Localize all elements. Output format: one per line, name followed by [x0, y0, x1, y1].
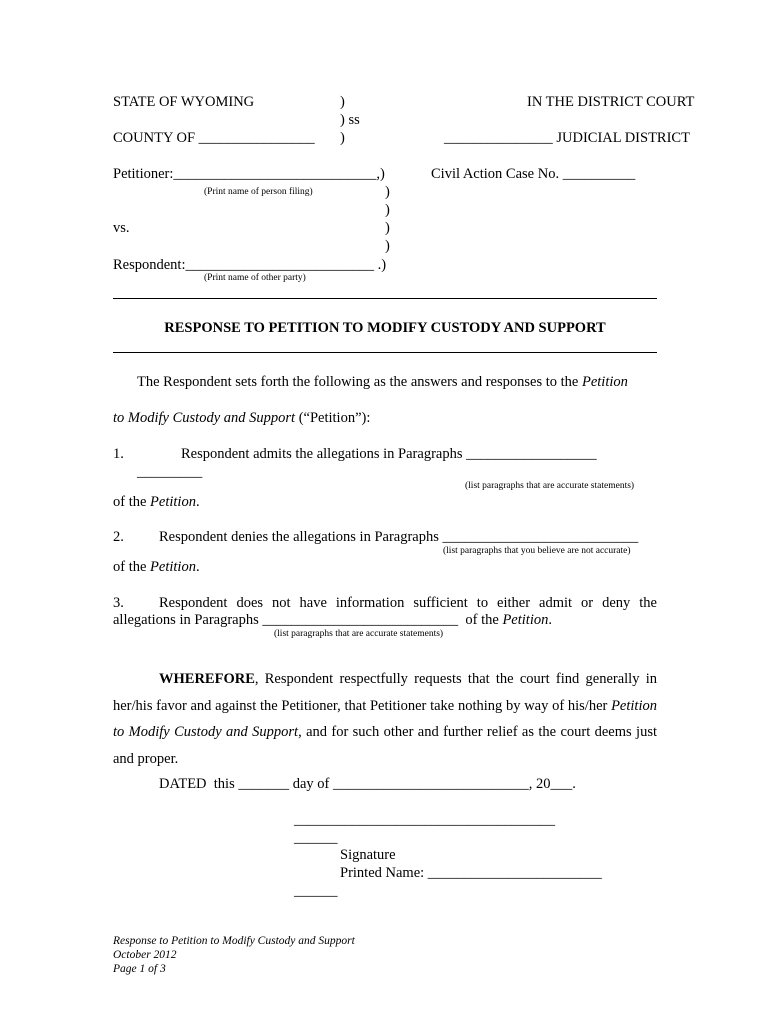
caption-paren: ): [340, 130, 345, 146]
divider-rule: [113, 352, 657, 353]
petitioner-line: Petitioner:____________________________,): [113, 166, 385, 182]
caption-ss: ) ss: [340, 112, 360, 128]
caption-paren: ): [385, 184, 390, 200]
divider-rule: [113, 298, 657, 299]
item-number: 3.: [113, 595, 124, 611]
item-1-text: Respondent admits the allegations in Paragraphs __________________: [181, 446, 597, 462]
item-3-hint: (list paragraphs that are accurate statements): [274, 629, 444, 639]
caption-paren: ): [385, 202, 390, 218]
caption-paren: ): [385, 238, 390, 254]
item-3-line-2: allegations in Paragraphs ___________________________ of the Petition.: [113, 612, 552, 628]
document-title: RESPONSE TO PETITION TO MODIFY CUSTODY AND SUPPORT: [164, 320, 606, 336]
item-1-continuation: _________: [137, 464, 203, 480]
versus-label: vs.: [113, 220, 130, 236]
respondent-hint: (Print name of other party): [204, 273, 306, 283]
signature-label: Signature: [340, 847, 396, 863]
petitioner-hint: (Print name of person filing): [204, 187, 313, 197]
signature-line: ____________________________________: [294, 812, 555, 828]
wherefore-bold: WHEREFORE: [159, 671, 255, 687]
judicial-district-line: _______________ JUDICIAL DISTRICT: [444, 130, 690, 146]
state-line: STATE OF WYOMING: [113, 94, 255, 110]
item-2-hint: (list paragraphs that you believe are not accurate): [443, 546, 631, 556]
intro-line-2: to Modify Custody and Support (“Petition”):: [113, 410, 371, 426]
item-2-of-petition: of the Petition.: [113, 559, 200, 575]
respondent-line: Respondent:__________________________ .): [113, 257, 387, 273]
item-number: 1.: [113, 446, 124, 462]
footer-page: Page 1 of 3: [113, 963, 166, 975]
county-line: COUNTY OF ________________: [113, 130, 315, 146]
printed-name-continuation: ______: [294, 883, 338, 899]
case-number-line: Civil Action Case No. __________: [431, 166, 636, 182]
item-2-text: Respondent denies the allegations in Paragraphs ___________________________: [159, 529, 639, 545]
item-3-text: Respondent does not have information sufficient to either admit or deny the: [159, 595, 657, 611]
intro-line-1: The Respondent sets forth the following as the answers and responses to the Petition: [137, 374, 628, 390]
court-name: IN THE DISTRICT COURT: [527, 94, 695, 110]
wherefore-paragraph: WHEREFORE, Respondent respectfully requests that the court find generally in her/his favor and against the Petitioner, that Petitioner take nothing by way of his/her Petition to Modify Custody and Support, and for such other and further relief as the court deems just and proper.: [113, 671, 657, 767]
item-1-hint: (list paragraphs that are accurate statements): [465, 481, 635, 491]
item-number: 2.: [113, 529, 124, 545]
caption-paren: ): [385, 220, 390, 236]
footer-date: October 2012: [113, 949, 177, 961]
footer-title: Response to Petition to Modify Custody and Support: [113, 935, 355, 947]
signature-line-continuation: ______: [294, 830, 338, 846]
item-1-of-petition: of the Petition.: [113, 494, 200, 510]
caption-paren: ): [340, 94, 345, 110]
dated-line: DATED this _______ day of ___________________________, 20___.: [159, 776, 576, 792]
printed-name-line: Printed Name: ________________________: [340, 865, 602, 881]
